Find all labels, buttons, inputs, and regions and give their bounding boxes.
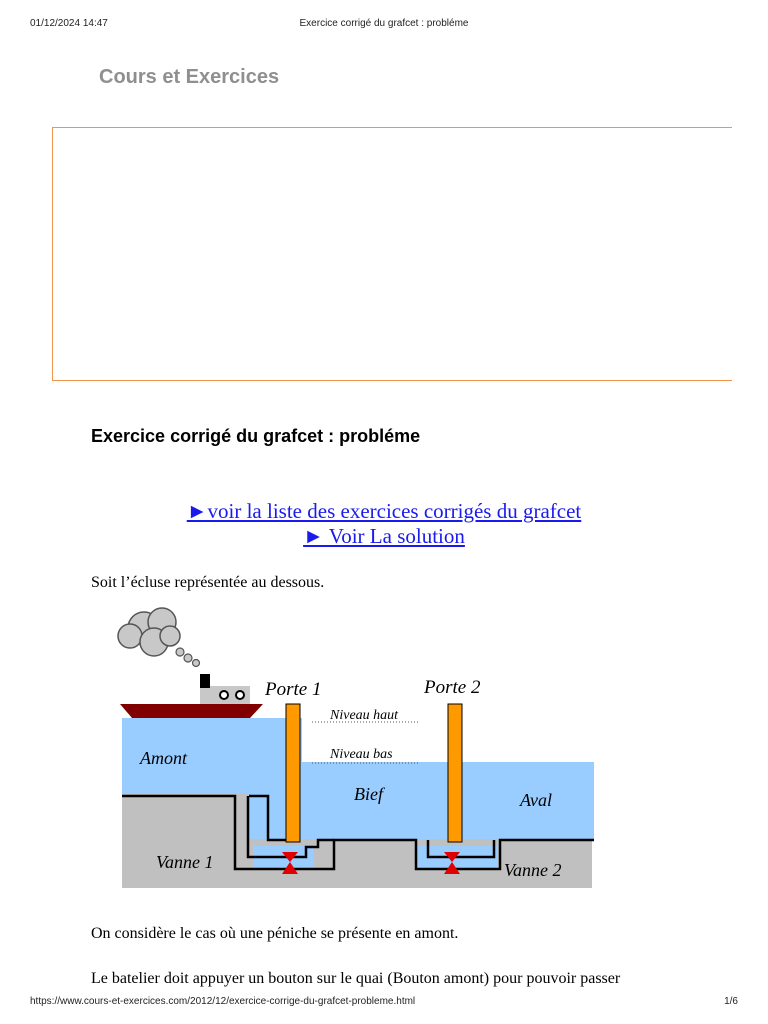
print-page-number: 1/6: [724, 996, 738, 1007]
paragraph-1: On considère le cas où une péniche se présente en amont.: [91, 925, 459, 942]
gate-1: [286, 704, 300, 842]
exercise-list-link[interactable]: ►voir la liste des exercices corrigés du grafcet: [186, 499, 582, 523]
ad-placeholder: [52, 127, 732, 381]
label-bief: Bief: [354, 784, 383, 804]
gate-2: [448, 704, 462, 842]
label-vanne-1: Vanne 1: [156, 852, 214, 872]
post-title: Exercice corrigé du grafcet : probléme: [91, 426, 421, 446]
print-url: https://www.cours-et-exercices.com/2012/12/exercice-corrige-du-grafcet-probleme.html: [30, 996, 416, 1007]
solution-link[interactable]: ► Voir La solution: [303, 524, 465, 548]
site-title[interactable]: Cours et Exercices: [99, 66, 280, 88]
label-niveau-haut: Niveau haut: [330, 708, 399, 723]
label-aval: Aval: [520, 790, 552, 810]
post-links: [0, 499, 768, 549]
label-amont: Amont: [140, 748, 187, 768]
label-niveau-bas: Niveau bas: [330, 747, 393, 762]
intro-paragraph: Soit l’écluse représentée au dessous.: [91, 574, 325, 591]
label-porte-2: Porte 2: [424, 677, 481, 698]
print-date: 01/12/2024 14:47: [30, 18, 108, 29]
paragraph-2: Le batelier doit appuyer un bouton sur le quai (Bouton amont) pour pouvoir passer: [91, 970, 621, 987]
label-porte-1: Porte 1: [265, 679, 322, 700]
print-title: Exercice corrigé du grafcet : probléme: [299, 18, 469, 29]
boat: [120, 704, 263, 718]
lock-diagram: [108, 600, 608, 900]
label-vanne-2: Vanne 2: [504, 860, 562, 880]
